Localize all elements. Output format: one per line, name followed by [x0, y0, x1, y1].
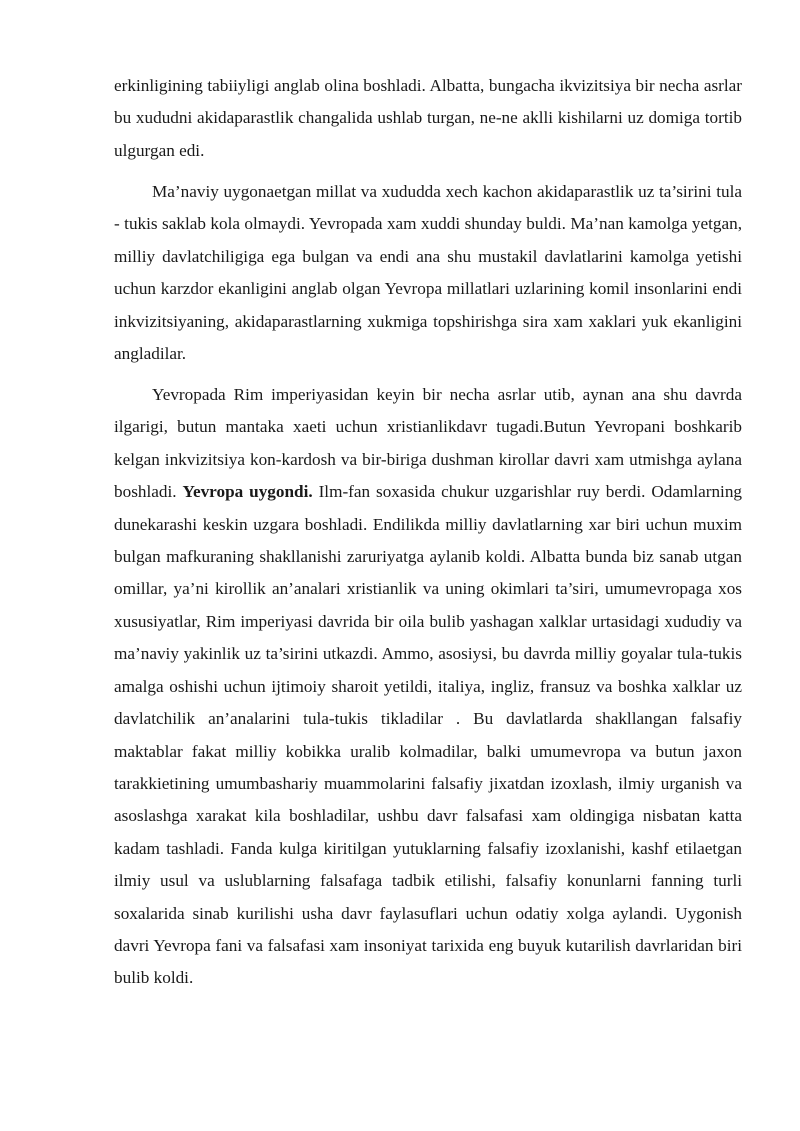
document-page [114, 70, 742, 1003]
paragraph-1: erkinligining tabiiyligi anglab olina boshladi. Albatta, bungacha ikvizitsiya bir necha asrlar bu xududni akidaparastlik changalida ushlab turgan, ne-ne aklli kishilarni uz domiga tortib ulgurgan edi. [114, 76, 742, 160]
bold-phrase: Yevropa uygondi. [182, 482, 313, 502]
paragraph-3 [114, 379, 742, 995]
paragraph-2: Ma’naviy uygonaetgan millat va xududda xech kachon akidaparastlik uz ta’sirini tula - tukis saklab kola olmaydi. Yevropada xam xuddi shunday buldi. Ma’nan kamolga yetgan, milliy davlatchiligiga ega bulgan va endi ana shu mustakil davlatlarini kamolga yetishi uchun karzdor ekanligini anglab olgan Yevropa millatlari uzlarining komil insonlarini endi inkvizitsiyaning, akidaparastlarning xukmiga topshirishga sira xam xaklari yuk ekanligini angladilar. [114, 181, 742, 363]
paragraph-3-text-end: Ilm-fan soxasida chukur uzgarishlar ruy berdi. Odamlarning dunekarashi keskin uzgara boshladi. Endilikda milliy davlatlarning xar biri uchun muxim bulgan mafkuraning shakllanishi zaruriyatga aylanib koldi. Albatta bunda biz sanab utgan omillar, ya’ni kirollik an’analari xristianlik va uning okimlari ta’siri, umumevropaga xos xususiyatlar, Rim imperiyasi davrida bir oila bulib yashagan xalklar urtasidagi xududiy va ma’naviy yakinlik uz ta’sirini utkazdi. Ammo, asosiysi, bu davrda milliy goyalar tula-tukis amalga oshishi uchun ijtimoiy sharoit yetildi, italiya, ingliz, fransuz va boshka xalklar uz davlatchilik an’analarini tula-tukis tikladilar . Bu davlatlarda shakllangan falsafiy maktablar fakat milliy kobikka uralib kolmadilar, balki umumevropa va butun jaxon tarakkietining umumbashariy muammolarini falsafiy jixatdan izoxlash, ilmiy urganish va asoslashga xarakat kila boshladilar, ushbu davr falsafasi xam oldingiga nisbatan katta kadam tashladi. Fanda kulga kiritilgan yutuklarning falsafiy izoxlanishi, kashf etilaetgan ilmiy usul va uslublarning falsafaga tadbik etilishi, falsafiy konunlarni fanning turli soxalarida sinab kurilishi usha davr faylasuflari uchun odatiy xolga aylandi. Uygonish davri Yevropa fani va falsafasi xam insoniyat tarixida eng buyuk kutarilish davrlaridan biri bulib koldi. [114, 482, 743, 988]
paragraph-3-text-start: Yevropada Rim imperiyasidan keyin bir necha asrlar utib, aynan ana shu davrda ilgarigi, butun mantaka xaeti uchun xristianlikdavr tugadi.Butun Yevropani boshkarib kelgan inkvizitsiya kon-kardosh va bir-biriga dushman kirollar davri xam utmishga aylana boshladi. [114, 385, 742, 502]
